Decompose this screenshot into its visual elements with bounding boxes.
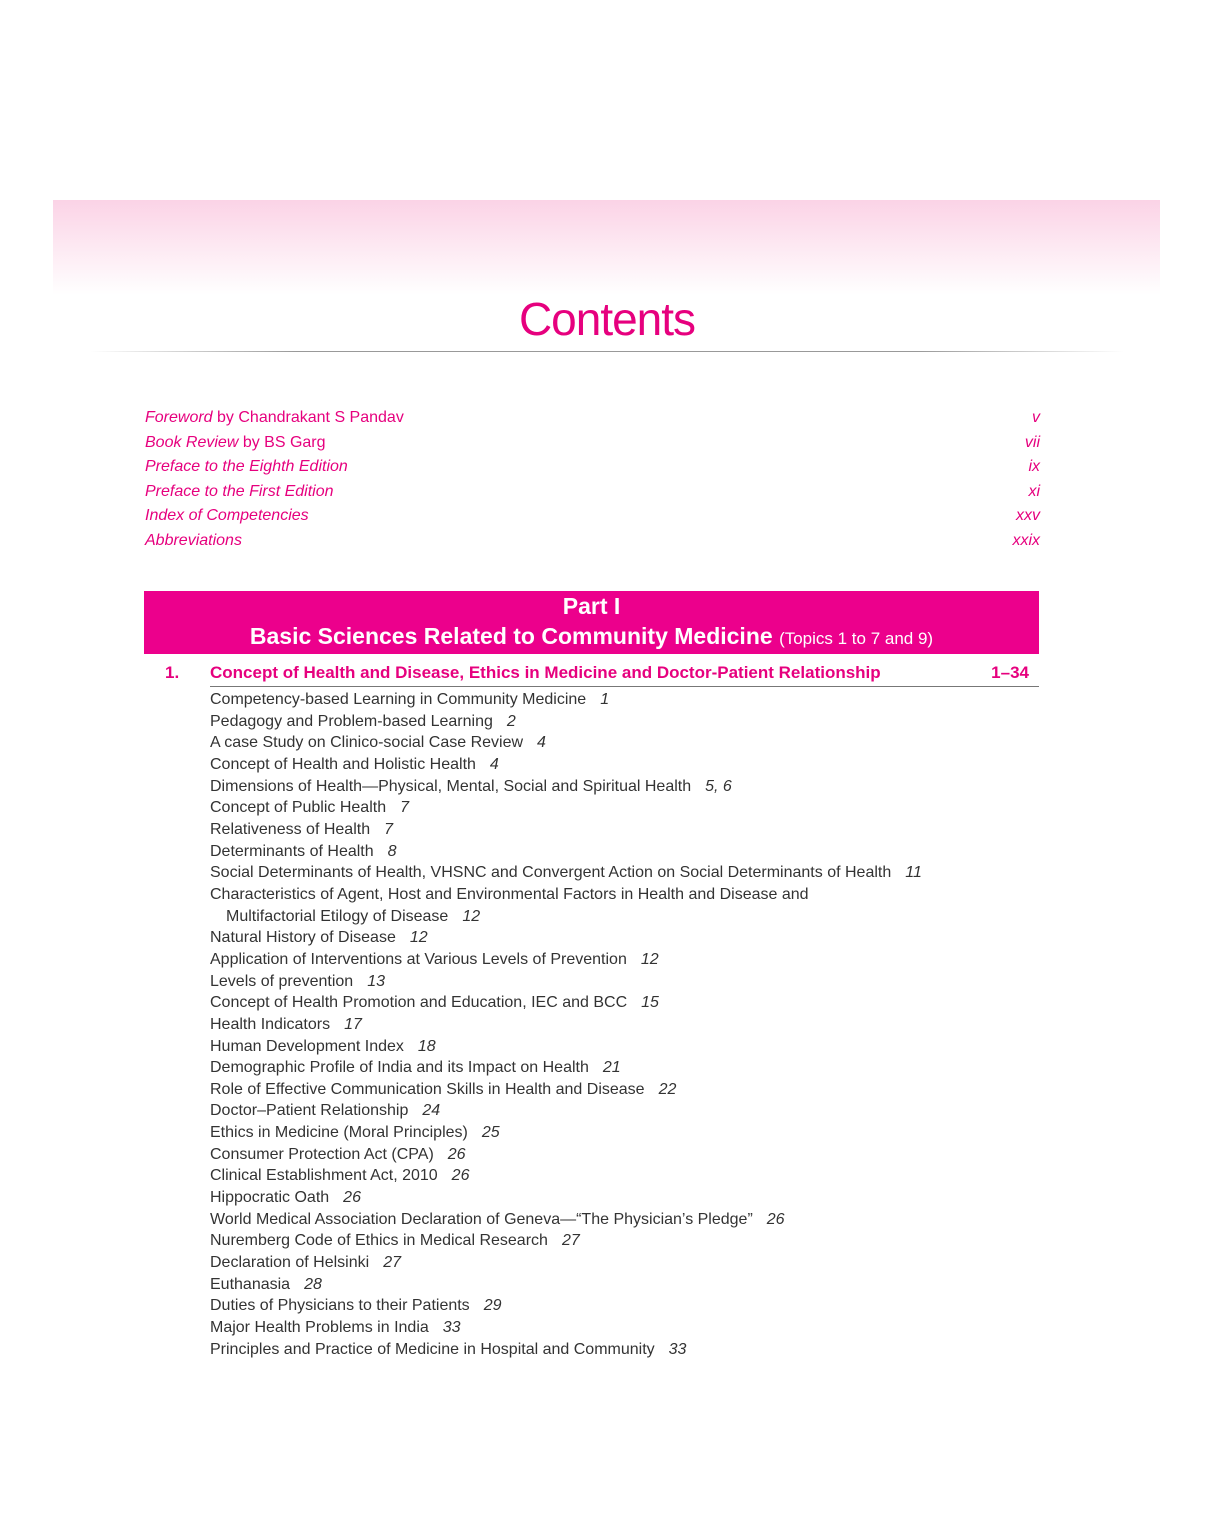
entry-title: Pedagogy and Problem-based Learning: [210, 712, 493, 730]
toc-entry[interactable]: [210, 906, 922, 928]
toc-entry[interactable]: [210, 1165, 922, 1187]
entry-title: Human Development Index: [210, 1037, 404, 1055]
entry-page: 33: [668, 1340, 687, 1358]
entry-title: World Medical Association Declaration of Geneva—“The Physician’s Pledge”: [210, 1210, 753, 1228]
toc-entry[interactable]: [210, 884, 922, 906]
entry-title: Determinants of Health: [210, 842, 374, 860]
front-matter-author: by Chandrakant S Pandav: [217, 409, 404, 426]
entry-page: 13: [367, 972, 385, 990]
toc-entry[interactable]: [210, 1036, 922, 1058]
toc-entry[interactable]: [210, 927, 922, 949]
entry-page: 7: [384, 820, 393, 838]
toc-entry[interactable]: [210, 992, 922, 1014]
toc-entry[interactable]: [210, 754, 922, 776]
front-matter-author: by BS Garg: [242, 433, 326, 451]
entry-title: Ethics in Medicine (Moral Principles): [210, 1124, 468, 1142]
entry-page: 4: [489, 755, 499, 773]
front-matter-page: xi: [1028, 482, 1040, 500]
entry-page: 28: [304, 1275, 322, 1293]
part-label: Part I: [562, 593, 621, 619]
chapter-heading[interactable]: [165, 663, 1039, 687]
chapter-title: Concept of Health and Disease, Ethics in Medicine and Doctor-Patient Relationship: [210, 663, 881, 682]
entry-title: Health Indicators: [210, 1015, 331, 1033]
toc-entry[interactable]: [210, 689, 922, 711]
entry-title: Concept of Health Promotion and Education, IEC and BCC: [210, 994, 628, 1012]
entry-page: 33: [442, 1319, 461, 1337]
entry-title: Multifactorial Etilogy of Disease: [226, 907, 449, 925]
entry-title: A case Study on Clinico-social Case Review: [210, 734, 524, 752]
entry-title: Demographic Profile of India and its Impact on Health: [210, 1059, 589, 1077]
front-matter-item[interactable]: [145, 409, 1040, 434]
entry-page: 4: [537, 734, 546, 752]
chapter-number: 1.: [165, 663, 180, 682]
toc-entry[interactable]: [210, 1317, 922, 1339]
entry-title: Nuremberg Code of Ethics in Medical Research: [210, 1232, 548, 1250]
entry-page: 5, 6: [705, 777, 732, 795]
entry-title: Euthanasia: [210, 1275, 291, 1293]
entry-title: Clinical Establishment Act, 2010: [210, 1167, 438, 1185]
toc-entry[interactable]: [210, 1295, 922, 1317]
entry-page: 17: [344, 1015, 362, 1033]
toc-entry[interactable]: [210, 732, 922, 754]
toc-entry[interactable]: [210, 776, 922, 798]
entry-page: 12: [462, 907, 481, 925]
entry-page: 21: [602, 1059, 621, 1077]
toc-entry[interactable]: [210, 1230, 922, 1252]
entry-page: 8: [387, 842, 397, 860]
front-matter-title: Book Review: [145, 433, 239, 451]
toc-entry[interactable]: [210, 841, 922, 863]
toc-entry[interactable]: [210, 1187, 922, 1209]
front-matter-item[interactable]: [145, 483, 1040, 508]
entry-page: 27: [383, 1254, 401, 1272]
toc-entry[interactable]: [210, 819, 922, 841]
toc-entry[interactable]: [210, 862, 922, 884]
entry-title: Consumer Protection Act (CPA): [210, 1145, 434, 1163]
toc-entry[interactable]: [210, 1014, 922, 1036]
toc-entry[interactable]: [210, 1057, 922, 1079]
entry-page: 26: [447, 1145, 466, 1163]
chapter-underline: [210, 686, 1039, 687]
toc-entry[interactable]: [210, 1144, 922, 1166]
front-matter-title: Preface to the Eighth Edition: [145, 458, 348, 475]
toc-entry[interactable]: [210, 949, 922, 971]
entry-page: 29: [483, 1297, 502, 1315]
entry-page: 22: [658, 1080, 677, 1098]
part-banner: [144, 591, 1039, 654]
toc-entry[interactable]: [210, 1252, 922, 1274]
entry-title: Characteristics of Agent, Host and Environmental Factors in Health and Disease and: [210, 885, 809, 903]
page-title: Contents: [518, 293, 696, 345]
front-matter-page: vii: [1024, 433, 1040, 451]
entry-page: 7: [400, 799, 410, 817]
entry-title: Application of Interventions at Various Levels of Prevention: [210, 950, 627, 968]
entry-page: 26: [343, 1189, 361, 1207]
front-matter-page: v: [1032, 409, 1040, 426]
front-matter-item[interactable]: [145, 532, 1040, 557]
toc-entry[interactable]: [210, 1100, 922, 1122]
entry-title: Competency-based Learning in Community Medicine: [210, 691, 587, 708]
front-matter-title: Abbreviations: [145, 531, 242, 549]
entry-page: 25: [481, 1124, 500, 1142]
entry-title: Natural History of Disease: [210, 929, 396, 947]
entry-page: 24: [422, 1102, 441, 1120]
entry-title: Doctor–Patient Relationship: [210, 1102, 409, 1120]
toc-entry[interactable]: [210, 1122, 922, 1144]
entry-page: 2: [506, 712, 516, 730]
entry-page: 12: [640, 950, 659, 968]
toc-entry[interactable]: [210, 971, 922, 993]
toc-entry[interactable]: [210, 1339, 922, 1361]
entry-title: Major Health Problems in India: [210, 1319, 429, 1337]
front-matter-item[interactable]: [145, 458, 1040, 483]
toc-entry[interactable]: [210, 1209, 922, 1231]
front-matter-title: Index of Competencies: [145, 507, 309, 524]
toc-entry[interactable]: [210, 797, 922, 819]
entry-page: 1: [600, 691, 610, 708]
front-matter-list: [145, 409, 1040, 556]
front-matter-page: xxix: [1012, 531, 1040, 549]
entry-page: 27: [561, 1232, 580, 1250]
chapter-pages: 1–34: [991, 663, 1029, 682]
entry-title: Hippocratic Oath: [210, 1189, 330, 1207]
entry-title: Concept of Health and Holistic Health: [210, 755, 476, 773]
entry-title: Role of Effective Communication Skills in Health and Disease: [210, 1080, 645, 1098]
entry-page: 18: [417, 1037, 436, 1055]
front-matter-item[interactable]: [145, 507, 1040, 532]
entry-title: Concept of Public Health: [210, 799, 387, 817]
entry-title: Principles and Practice of Medicine in Hospital and Community: [210, 1340, 655, 1358]
entry-title: Social Determinants of Health, VHSNC and Convergent Action on Social Determinants of Health: [210, 864, 892, 882]
entry-title: Duties of Physicians to their Patients: [210, 1297, 470, 1315]
toc-entry[interactable]: [210, 711, 922, 733]
entry-title: Dimensions of Health—Physical, Mental, Social and Spiritual Health: [210, 777, 692, 795]
entry-page: 26: [766, 1210, 785, 1228]
part-topics: (Topics 1 to 7 and 9): [779, 629, 934, 648]
front-matter-title: Preface to the First Edition: [145, 482, 334, 500]
front-matter-item[interactable]: [145, 434, 1040, 459]
entry-title: Relativeness of Health: [210, 820, 371, 838]
front-matter-page: xxv: [1016, 507, 1040, 524]
header-band: [53, 200, 1160, 295]
front-matter-title: Foreword: [145, 409, 213, 426]
chapter-entries: [210, 689, 922, 1360]
entry-page: 15: [641, 994, 659, 1012]
toc-entry[interactable]: [210, 1274, 922, 1296]
front-matter-page: ix: [1028, 458, 1040, 475]
title-divider: [90, 351, 1124, 352]
entry-page: 26: [451, 1167, 470, 1185]
toc-entry[interactable]: [210, 1079, 922, 1101]
entry-title: Declaration of Helsinki: [210, 1254, 370, 1272]
entry-page: 11: [905, 864, 922, 882]
entry-title: Levels of prevention: [210, 972, 354, 990]
entry-page: 12: [409, 929, 428, 947]
part-title: Basic Sciences Related to Community Medicine: [249, 623, 773, 649]
